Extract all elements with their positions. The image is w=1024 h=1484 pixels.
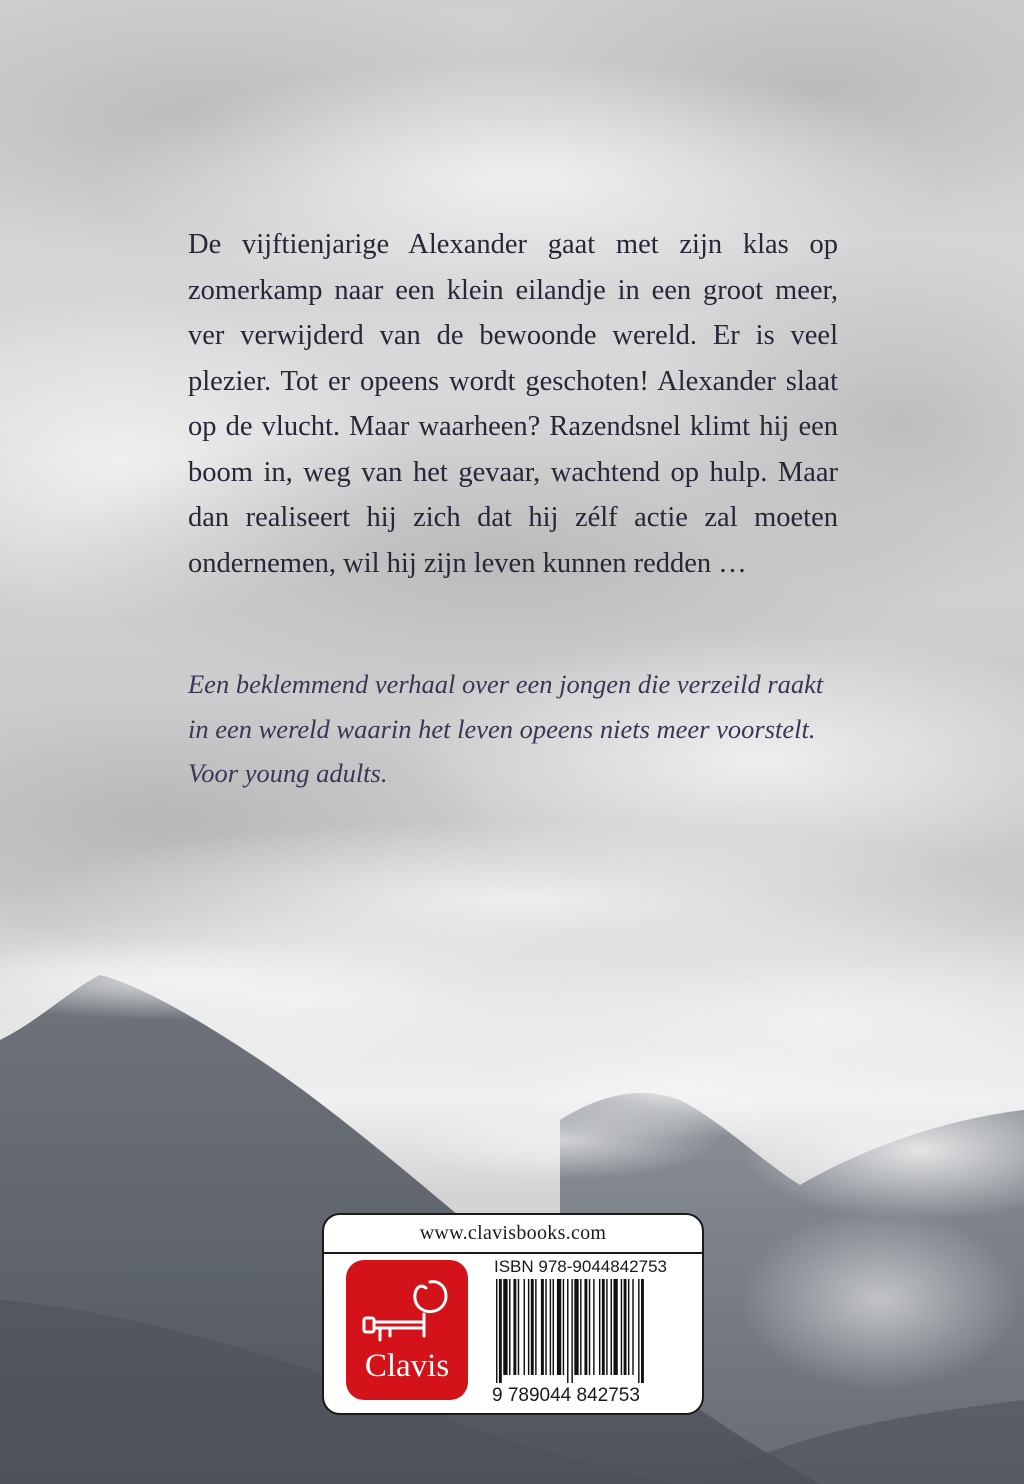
barcode-icon: [494, 1279, 688, 1383]
publisher-barcode-label: [322, 1213, 704, 1415]
label-divider: [324, 1252, 702, 1254]
book-tagline: [188, 662, 868, 796]
key-icon: [354, 1270, 460, 1350]
tagline-line-2: in een wereld waarin het leven opeens niets meer voorstelt.: [188, 713, 816, 744]
logo-wordmark: Clavis: [364, 1348, 450, 1384]
tagline-line-3: Voor young adults.: [188, 758, 388, 788]
clavis-logo: [346, 1260, 468, 1400]
barcode-digits: 9 789044 842753: [492, 1385, 640, 1406]
tagline-line-1: Een beklemmend verhaal over een jongen die verzeild raakt: [188, 669, 824, 699]
publisher-website: www.clavisbooks.com: [419, 1222, 607, 1244]
isbn-number: ISBN 978-9044842753: [494, 1257, 667, 1276]
book-blurb: De vijftienjarige Alexander gaat met zijn klas op zomerkamp naar een klein eilandje in een groot meer, ver verwijderd van de bewoonde wereld. Er is veel plezier. Tot er opeens wordt geschoten! Alexander slaat op de vlucht. Maar waarheen? Razendsnel klimt hij een boom in, weg van het gevaar, wachtend op hulp. Maar dan realiseert hij zich dat hij zélf actie zal moeten ondernemen, wil hij zijn leven kunnen redden …: [188, 229, 838, 579]
